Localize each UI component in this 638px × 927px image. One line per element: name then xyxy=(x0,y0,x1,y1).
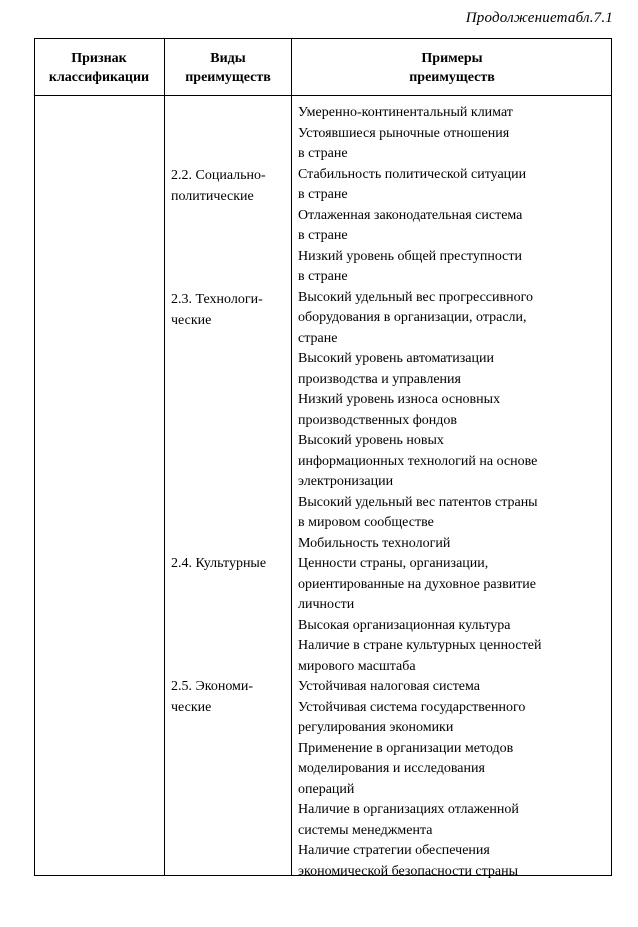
example-line: Устойчивая система государственного xyxy=(298,699,526,715)
header-line: преимуществ xyxy=(409,70,495,85)
type-line: ческие xyxy=(171,700,212,715)
example-line: электронизации xyxy=(298,474,394,489)
header-line: преимуществ xyxy=(185,70,271,85)
type-economic xyxy=(171,676,253,718)
example-line: Высокий удельный вес прогрессивного xyxy=(298,289,533,305)
example-line: в мировом сообществе xyxy=(298,515,434,530)
type-line: 2.2. Социально- xyxy=(171,168,266,183)
header-divider xyxy=(34,95,612,96)
header-line: классификации xyxy=(48,70,150,85)
header-line: Признак xyxy=(71,51,127,66)
type-line: ческие xyxy=(171,313,212,328)
example-line: Высокая организационная культура xyxy=(298,617,511,633)
example-line: Умеренно-континентальный климат xyxy=(298,105,513,120)
example-line: Устоявшиеся рыночные отношения xyxy=(298,125,510,141)
column-divider-1 xyxy=(164,39,165,875)
table-caption: Продолжениетабл.7.1 xyxy=(465,10,613,26)
example-line: в стране xyxy=(298,228,348,243)
example-line: Устойчивая налоговая система xyxy=(298,679,480,694)
example-line: Мобильность технологий xyxy=(298,535,451,551)
example-line: Высокий уровень автоматизации xyxy=(298,351,494,366)
example-line: в стране xyxy=(298,146,348,161)
example-line: Высокий удельный вес патентов страны xyxy=(298,494,538,510)
example-line: в стране xyxy=(298,269,348,284)
example-line: регулирования экономики xyxy=(298,720,454,735)
type-social-political xyxy=(171,165,266,207)
example-line: Стабильность политической ситуации xyxy=(298,166,527,182)
example-line: экономической безопасности страны xyxy=(298,863,519,879)
type-cultural xyxy=(171,553,266,574)
header-advantage-examples xyxy=(292,49,612,87)
type-line: 2.4. Культурные xyxy=(171,556,267,571)
example-line: Высокий уровень новых xyxy=(298,433,444,448)
example-line: в стране xyxy=(298,187,348,202)
type-line: политические xyxy=(171,189,254,204)
table-border-right xyxy=(611,39,612,875)
example-line: моделирования и исследования xyxy=(298,761,485,776)
example-line: Применение в организации методов xyxy=(298,740,514,756)
example-line: ориентированные на духовное развитие xyxy=(298,576,537,592)
example-line: Наличие стратегии обеспечения xyxy=(298,843,490,858)
example-line: производственных фондов xyxy=(298,412,458,428)
example-line: Низкий уровень общей преступности xyxy=(298,248,523,264)
header-line: Виды xyxy=(210,51,246,66)
examples-column xyxy=(298,103,608,882)
example-line: информационных технологий на основе xyxy=(298,453,538,469)
example-line: Наличие в стране культурных ценностей xyxy=(298,638,542,653)
column-divider-2 xyxy=(291,39,292,875)
example-line: стране xyxy=(298,330,338,346)
example-line: производства и управления xyxy=(298,371,461,387)
header-line: Примеры xyxy=(421,51,483,66)
header-classification-feature xyxy=(34,49,164,87)
table-border-left xyxy=(34,39,35,875)
example-line: Наличие в организациях отлаженной xyxy=(298,802,519,817)
classification-table xyxy=(34,38,612,879)
example-line: Низкий уровень износа основных xyxy=(298,392,501,407)
example-line: системы менеджмента xyxy=(298,822,433,838)
header-advantage-types xyxy=(165,49,291,87)
type-line: 2.3. Технологи- xyxy=(171,292,263,307)
example-line: Ценности страны, организации, xyxy=(298,556,489,571)
example-line: оборудования в организации, отрасли, xyxy=(298,310,527,325)
example-line: мирового масштаба xyxy=(298,658,416,674)
example-line: Отлаженная законодательная система xyxy=(298,207,523,223)
example-line: личности xyxy=(298,597,355,612)
type-line: 2.5. Экономи- xyxy=(171,679,254,694)
type-technological xyxy=(171,289,263,331)
example-line: операций xyxy=(298,781,355,797)
